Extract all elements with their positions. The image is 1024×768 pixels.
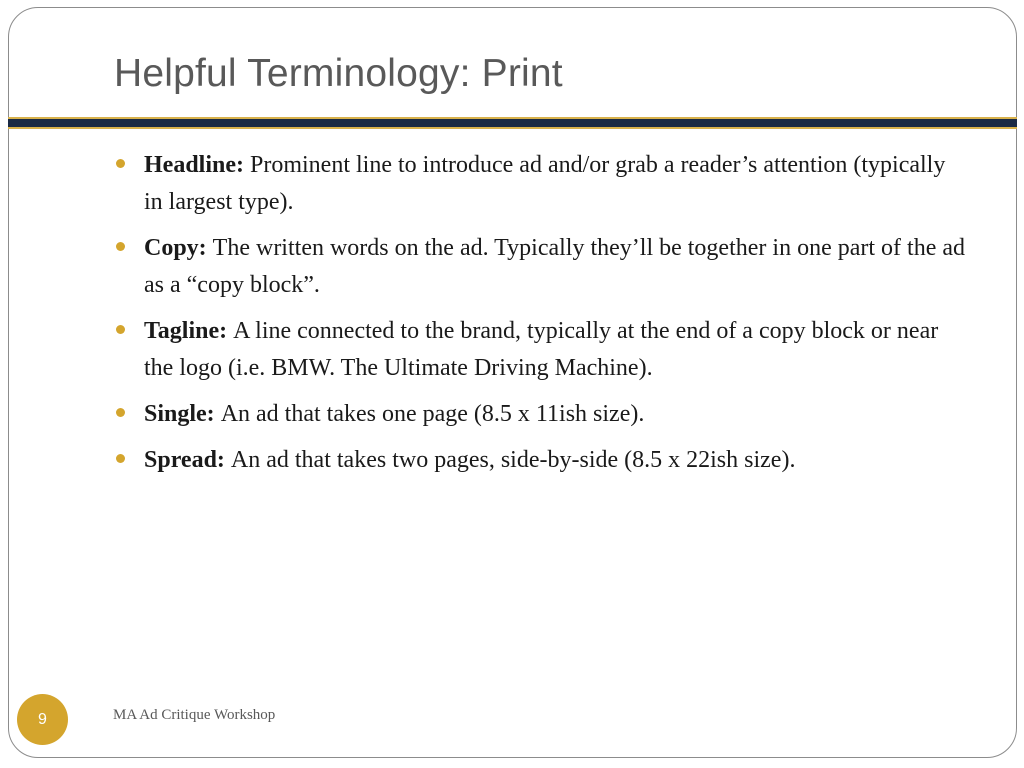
bullet-text: Prominent line to introduce ad and/or grab a reader’s attention (typically in largest type). [144, 152, 946, 215]
bullet-dot-icon [116, 408, 125, 417]
bullet-item-tagline [116, 313, 966, 387]
title-rule-navy [8, 119, 1017, 127]
slide-title: Helpful Terminology: Print [114, 52, 563, 95]
bullet-text: The written words on the ad. Typically they’ll be together in one part of the ad as a “copy block”. [144, 235, 965, 298]
bullet-term: Headline: [144, 152, 250, 178]
bullet-term: Single: [144, 401, 221, 427]
footer-text: MA Ad Critique Workshop [113, 707, 276, 723]
bullet-dot-icon [116, 159, 125, 168]
bullet-text: A line connected to the brand, typically at the end of a copy block or near the logo (i.e. BMW. The Ultimate Driving Machine). [144, 318, 939, 381]
bullet-term: Copy: [144, 235, 213, 261]
bullet-item-headline [116, 147, 966, 221]
bullet-item-copy [116, 230, 966, 304]
bullet-term: Tagline: [144, 318, 234, 344]
bullet-item-spread [116, 442, 966, 479]
bullet-dot-icon [116, 454, 125, 463]
bullet-item-single [116, 396, 966, 433]
bullet-dot-icon [116, 325, 125, 334]
bullet-term: Spread: [144, 447, 231, 473]
bullet-text: An ad that takes one page (8.5 x 11ish size). [220, 401, 645, 427]
bullet-list [116, 147, 966, 488]
title-rule-gold-bottom [8, 127, 1017, 129]
bullet-text: An ad that takes two pages, side-by-side (8.5 x 22ish size). [230, 447, 796, 473]
bullet-dot-icon [116, 242, 125, 251]
page-number-badge: 9 [17, 694, 68, 745]
